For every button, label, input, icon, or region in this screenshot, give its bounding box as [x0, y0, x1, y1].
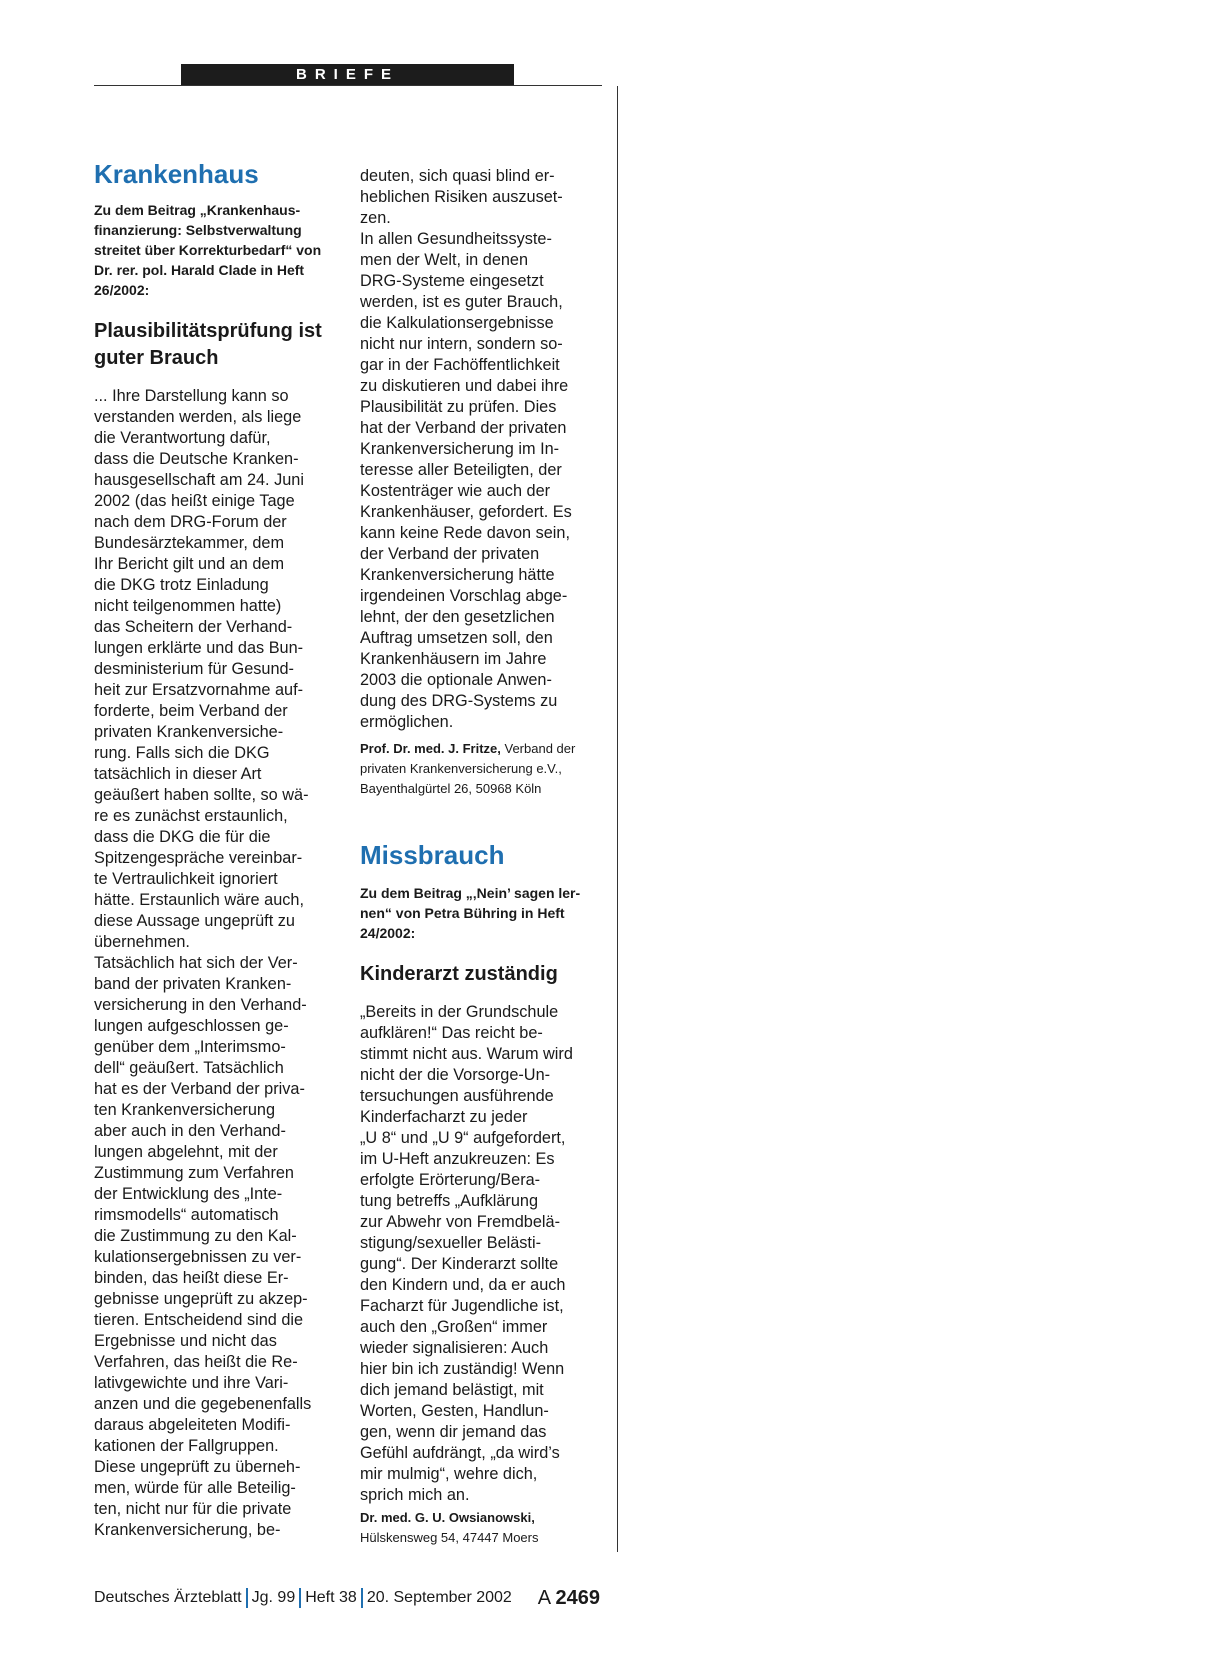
- letter-signature: [360, 739, 612, 799]
- signature-name: Dr. med. G. U. Owsianowski,: [360, 1510, 535, 1525]
- footer-separator: [361, 1588, 363, 1608]
- article-reference: Zu dem Beitrag „Krankenhaus- finanzierung: Selbstverwaltung streitet über Korrekturbedarf“ von Dr. rer. pol. Harald Clade in Heft 26/2002:: [94, 202, 322, 298]
- article-reference: Zu dem Beitrag „‚Nein’ sagen ler- nen“ von Petra Bühring in Heft 24/2002:: [360, 885, 581, 941]
- journal-name: Deutsches Ärzteblatt: [94, 1589, 242, 1606]
- page-number-value: 2469: [555, 1587, 600, 1609]
- article-body-right: deuten, sich quasi blind er- heblichen Risiken auszuset- zen. In allen Gesundheitssyste- men der Welt, in denen DRG-Systeme eingesetzt werden, ist es guter Brauch, die Kalkulationsergebnisse nicht nur intern, sondern so- gar in der Fachöffentlichkeit zu diskutieren und dabei ihre Plausibilität zu prüfen. Dies hat der Verband der privaten Krankenversicherung im In- teresse aller Beteiligten, der Kostenträger wie auch der Krankenhäuser, gefordert. Es kann keine Rede davon sein, der Verband der privaten Krankenversicherung hätte irgendeinen Vorschlag abge- lehnt, der den gesetzlichen Auftrag umsetzen soll, den Krankenhäusern im Jahre 2003 die optionale Anwen- dung des DRG-Systems zu ermöglichen.: [360, 167, 572, 731]
- letter-signature: [360, 1508, 612, 1548]
- journal-date: 20. September 2002: [366, 1589, 512, 1606]
- signature-name: Prof. Dr. med. J. Fritze,: [360, 741, 501, 756]
- left-column: [94, 158, 344, 1541]
- page-number: [538, 1585, 600, 1611]
- article-headline: Plausibilitätsprüfung ist guter Brauch: [94, 320, 322, 369]
- section-header: BRIEFE: [181, 64, 514, 86]
- signature-detail: Hülskensweg 54, 47447 Moers: [360, 1530, 539, 1545]
- journal-volume: Jg. 99: [251, 1589, 296, 1606]
- right-column: [360, 166, 612, 1548]
- article-body: „Bereits in der Grundschule aufklären!“ Das reicht be- stimmt nicht aus. Warum wird nicht der die Vorsorge-Un- tersuchungen ausführende Kinderfacharzt zu jeder „U 8“ und „U 9“ aufgefordert, im U-Heft anzukreuzen: Es erfolgte Erörterung/Bera- tung betreffs „Aufklärung zur Abwehr von Fremdbelä- stigung/sexueller Belästi- gung“. Der Kinderarzt sollte den Kindern und, da er auch Facharzt für Jugendliche ist, auch den „Großen“ immer wieder signalisieren: Auch hier bin ich zuständig! Wenn dich jemand belästigt, mit Worten, Gesten, Handlun- gen, wenn dir jemand das Gefühl aufdrängt, „da wird’s mir mulmig“, wehre dich, sprich mich an.: [360, 1003, 573, 1504]
- footer-separator: [299, 1588, 301, 1608]
- page-footer: [94, 1585, 602, 1611]
- header-rule: [94, 85, 602, 86]
- signature-detail: Verband der privaten Krankenversicherung e.V., Bayenthalgürtel 26, 50968 Köln: [360, 741, 576, 796]
- article-title-missbrauch: Missbrauch: [360, 840, 505, 870]
- page-prefix: A: [537, 1587, 550, 1609]
- article-headline: Kinderarzt zuständig: [360, 963, 558, 985]
- journal-issue: Heft 38: [305, 1589, 357, 1606]
- article-body-left: ... Ihre Darstellung kann so verstanden werden, als liege die Verantwortung dafür, dass die Deutsche Kranken- hausgesellschaft am 24. Juni 2002 (das heißt einige Tage nach dem DRG-Forum der Bundesärztekammer, dem Ihr Bericht gilt und an dem die DKG trotz Einladung nicht teilgenommen hatte) das Scheitern der Verhand- lungen erklärte und das Bun- desministerium für Gesund- heit zur Ersatzvornahme auf- forderte, beim Verband der privaten Krankenversiche- rung. Falls sich die DKG tatsächlich in dieser Art geäußert haben sollte, so wä- re es zunächst erstaunlich, dass die DKG die für die Spitzengespräche vereinbar- te Vertraulichkeit ignoriert hätte. Erstaunlich wäre auch, diese Aussage ungeprüft zu übernehmen. Tatsächlich hat sich der Ver- band der privaten Kranken- versicherung in den Verhand- lungen aufgeschlossen ge- genüber dem „Interimsmo- dell“ geäußert. Tatsächlich hat es der Verband der priva- ten Krankenversicherung aber auch in den Verhand- lungen abgelehnt, mit der Zustimmung zum Verfahren der Entwicklung des „Inte- rimsmodells“ automatisch die Zustimmung zu den Kal- kulationsergebnissen zu ver- binden, das heißt diese Er- gebnisse ungeprüft zu akzep- tieren. Entscheidend sind die Ergebnisse und nicht das Verfahren, das heißt die Re- lativgewichte und ihre Vari- anzen und die gegebenenfalls daraus abgeleiteten Modifi- kationen der Fallgruppen. Diese ungeprüft zu überneh- men, würde für alle Beteilig- ten, nicht nur für die private Krankenversicherung, be-: [94, 387, 312, 1539]
- footer-separator: [246, 1588, 248, 1608]
- column-rule: [617, 86, 618, 1552]
- article-title-krankenhaus: Krankenhaus: [94, 159, 259, 189]
